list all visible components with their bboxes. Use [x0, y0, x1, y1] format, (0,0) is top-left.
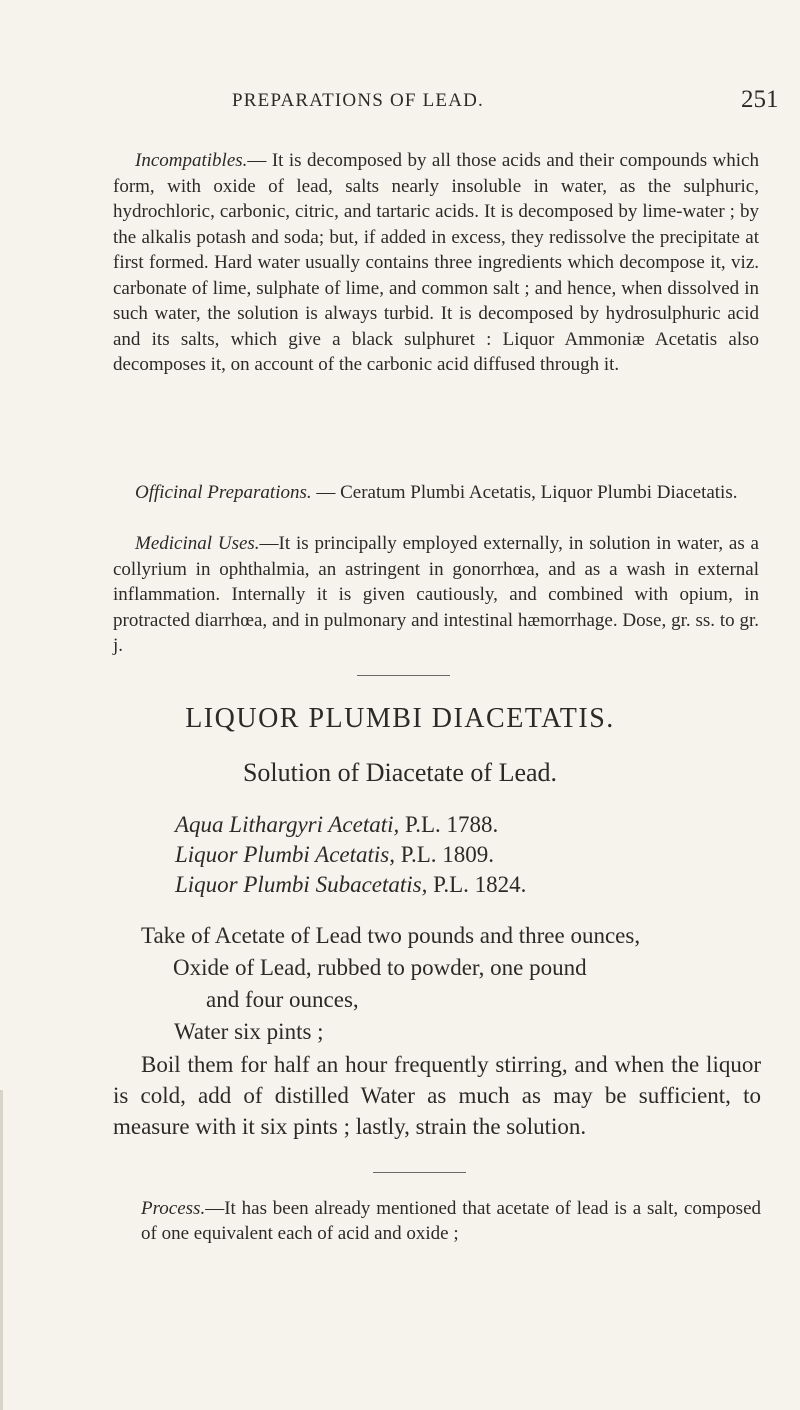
synonym-ref: P.L. 1809.: [400, 842, 495, 867]
synonym-name: Aqua Lithargyri Acetati,: [175, 812, 400, 837]
recipe-line: and four ounces,: [206, 987, 359, 1012]
officinal-paragraph: [113, 480, 759, 506]
synonym-ref: P.L. 1824.: [433, 872, 527, 897]
running-title: PREPARATIONS OF LEAD.: [232, 90, 485, 111]
page-edge-shadow: [0, 1090, 3, 1410]
synonym-line: [175, 840, 494, 870]
medicinal-paragraph: [113, 531, 759, 659]
section-subtitle: Solution of Diacetate of Lead.: [242, 758, 558, 787]
synonym-line: [175, 870, 526, 900]
recipe-line: Water six pints ;: [174, 1019, 324, 1044]
section-title: LIQUOR PLUMBI DIACETATIS.: [185, 703, 615, 734]
section-divider: [373, 1172, 466, 1173]
recipe-directions: Boil them for half an hour frequently stirring, and when the liquor is cold, add of distilled Water as much as may be sufficient, to measure with it six pints ; lastly, strain the solution.: [113, 1052, 761, 1139]
process-label: Process.: [141, 1198, 206, 1219]
running-head: [0, 86, 800, 120]
synonym-line: [175, 810, 498, 840]
incompatibles-text: — It is decomposed by all those acids and their compounds which form, with oxide of lead, salts nearly insoluble in water, as the sulphuric, hydrochloric, carbonic, citric, and tartaric acids. It is decomposed by lime-water ; by the alkalis potash and soda; but, if added in excess, they redissolve the precipitate at first formed. Hard water usually contains three ingredients which decompose it, viz. carbonate of lime, sulphate of lime, and common salt ; and hence, when dissolved in such water, the solution is always turbid. It is decomposed by hydrosulphuric acid and its salts, which give a black sulphuret : Liquor Ammoniæ Acetatis also decomposes it, on account of the carbonic acid diffused through it.: [113, 150, 759, 375]
incompatibles-paragraph: [113, 148, 759, 378]
officinal-label: Officinal Preparations.: [135, 482, 312, 503]
recipe-line: Oxide of Lead, rubbed to powder, one pound: [173, 955, 587, 980]
incompatibles-label: Incompatibles.: [135, 150, 248, 171]
page-number: 251: [741, 86, 779, 113]
process-text: —It has been already mentioned that acetate of lead is a salt, composed of one equivalent each of acid and oxide ;: [141, 1198, 761, 1244]
synonym-name: Liquor Plumbi Subacetatis,: [175, 872, 428, 897]
synonym-name: Liquor Plumbi Acetatis,: [175, 842, 395, 867]
recipe-line: Take of Acetate of Lead two pounds and three ounces,: [141, 923, 641, 948]
medicinal-text: —It is principally employed externally, in solution in water, as a collyrium in ophthalmia, an astringent in gonorrhœa, and as a wash in external inflammation. Internally it is given cautiously, and combined with opium, in protracted diarrhœa, and in pulmonary and intestinal hæmorrhage. Dose, gr. ss. to gr. j.: [113, 533, 759, 656]
officinal-text: — Ceratum Plumbi Acetatis, Liquor Plumbi Diacetatis.: [311, 482, 738, 503]
section-divider: [357, 675, 450, 676]
synonym-ref: P.L. 1788.: [405, 812, 499, 837]
process-paragraph: [141, 1196, 761, 1246]
medicinal-label: Medicinal Uses.: [135, 533, 260, 554]
